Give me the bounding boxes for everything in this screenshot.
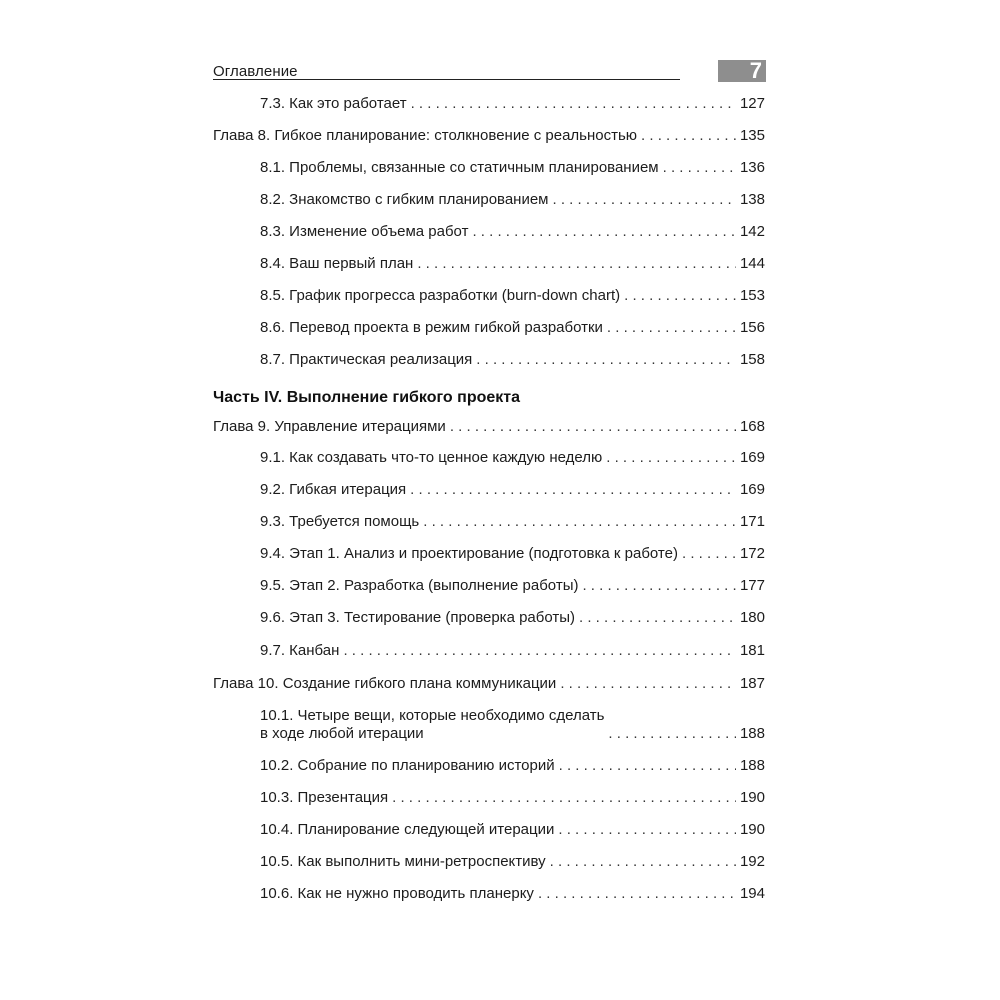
toc-entry[interactable]	[260, 255, 765, 273]
toc-entry-label-line2: в ходе любой итерации	[260, 725, 424, 742]
toc-entry-page: 188	[739, 757, 765, 774]
leader-dots	[472, 223, 736, 241]
toc-entry-page: 194	[739, 885, 765, 902]
toc-entry[interactable]	[260, 577, 765, 595]
toc-entry[interactable]	[260, 609, 765, 627]
toc-chapter-label: Глава 8. Гибкое планирование: столкновение с реальностью	[213, 127, 638, 144]
toc-entry-label: 10.3. Презентация	[260, 789, 389, 806]
toc-entry-label: 9.2. Гибкая итерация	[260, 481, 407, 498]
toc-entry-label: 9.6. Этап 3. Тестирование (проверка работы)	[260, 609, 576, 626]
toc-entry-page: 144	[739, 255, 765, 272]
toc-entry[interactable]	[260, 287, 765, 305]
toc-entry-label: 9.4. Этап 1. Анализ и проектирование (подготовка к работе)	[260, 545, 678, 562]
leader-dots	[550, 853, 736, 871]
toc-entry[interactable]	[260, 789, 765, 807]
toc-entry[interactable]	[260, 513, 765, 531]
leader-dots	[582, 577, 736, 595]
toc-entry-page: 181	[739, 642, 765, 659]
toc-entry-page: 136	[739, 159, 765, 176]
leader-dots	[682, 545, 736, 563]
toc-entry-page: 142	[739, 223, 765, 240]
toc-entry-label-line1: 10.1. Четыре вещи, которые необходимо сделать	[260, 707, 605, 724]
header-title: Оглавление	[213, 63, 298, 80]
toc-entry[interactable]	[260, 191, 765, 209]
leader-dots	[560, 675, 736, 693]
toc-chapter-label: Глава 9. Управление итерациями	[213, 418, 446, 435]
toc-entry-label-block	[260, 707, 604, 743]
leader-dots	[608, 725, 736, 743]
toc-entry[interactable]	[260, 821, 765, 839]
toc-entry-label: 8.1. Проблемы, связанные со статичным планированием	[260, 159, 659, 176]
toc-entry-label: 8.7. Практическая реализация	[260, 351, 473, 368]
toc-entry[interactable]	[260, 95, 765, 113]
toc-entry[interactable]	[260, 853, 765, 871]
leader-dots	[410, 481, 736, 499]
leader-dots	[579, 609, 736, 627]
toc-chapter-page: 135	[739, 127, 765, 144]
toc-entry-label: 8.3. Изменение объема работ	[260, 223, 469, 240]
toc-entry[interactable]	[260, 223, 765, 241]
toc-entry-page: 190	[739, 789, 765, 806]
toc-entry-label: 8.2. Знакомство с гибким планированием	[260, 191, 549, 208]
toc-chapter-label: Глава 10. Создание гибкого плана коммуникации	[213, 675, 557, 692]
toc-entry-page: 192	[739, 853, 765, 870]
toc-entry-label: 8.5. График прогресса разработки (burn-down chart)	[260, 287, 621, 304]
toc-chapter[interactable]	[213, 418, 765, 436]
toc-entry-label: 9.3. Требуется помощь	[260, 513, 420, 530]
leader-dots	[411, 95, 736, 113]
leader-dots	[606, 449, 736, 467]
page-number-badge: 7	[718, 60, 766, 82]
leader-dots	[663, 159, 736, 177]
toc-entry-label: 10.4. Планирование следующей итерации	[260, 821, 555, 838]
toc-entry[interactable]	[260, 642, 765, 660]
toc-chapter-page: 187	[739, 675, 765, 692]
toc-entry-label: 10.6. Как не нужно проводить планерку	[260, 885, 534, 902]
part-heading[interactable]: Часть IV. Выполнение гибкого проекта	[213, 389, 520, 406]
leader-dots	[559, 757, 736, 775]
toc-entry-page: 169	[739, 481, 765, 498]
toc-entry-page: 127	[739, 95, 765, 112]
toc-entry[interactable]	[260, 351, 765, 369]
toc-entry[interactable]	[260, 545, 765, 563]
toc-entry-page: 158	[739, 351, 765, 368]
toc-entry-page: 172	[739, 545, 765, 562]
toc-entry-label: 10.5. Как выполнить мини-ретроспективу	[260, 853, 546, 870]
leader-dots	[343, 642, 736, 660]
leader-dots	[538, 885, 736, 903]
toc-entry-page: 153	[739, 287, 765, 304]
toc-entry-page: 188	[739, 725, 765, 742]
toc-entry[interactable]	[260, 481, 765, 499]
leader-dots	[607, 319, 736, 337]
toc-entry-page: 171	[739, 513, 765, 530]
toc-chapter[interactable]	[213, 675, 765, 693]
toc-entry-page: 190	[739, 821, 765, 838]
leader-dots	[476, 351, 736, 369]
leader-dots	[553, 191, 736, 209]
toc-entry-label: 9.7. Канбан	[260, 642, 340, 659]
leader-dots	[392, 789, 736, 807]
toc-entry-label: 10.2. Собрание по планированию историй	[260, 757, 555, 774]
toc-entry-label: 8.4. Ваш первый план	[260, 255, 414, 272]
toc-entry[interactable]	[260, 319, 765, 337]
toc-entry-label: 9.5. Этап 2. Разработка (выполнение работы)	[260, 577, 579, 594]
toc-entry[interactable]	[260, 707, 765, 743]
toc-entry[interactable]	[260, 885, 765, 903]
leader-dots	[641, 127, 736, 145]
toc-entry-page: 177	[739, 577, 765, 594]
toc-entry[interactable]	[260, 757, 765, 775]
toc-entry-page: 180	[739, 609, 765, 626]
toc-entry-page: 156	[739, 319, 765, 336]
leader-dots	[624, 287, 736, 305]
toc-entry-label: 8.6. Перевод проекта в режим гибкой разработки	[260, 319, 603, 336]
leader-dots	[450, 418, 736, 436]
toc-entry-label: 9.1. Как создавать что-то ценное каждую неделю	[260, 449, 603, 466]
toc-entry[interactable]	[260, 449, 765, 467]
toc-entry-page: 138	[739, 191, 765, 208]
toc-chapter[interactable]	[213, 127, 765, 145]
toc-entry-label: 7.3. Как это работает	[260, 95, 407, 112]
toc-entry[interactable]	[260, 159, 765, 177]
toc-entry-page: 169	[739, 449, 765, 466]
leader-dots	[423, 513, 736, 531]
leader-dots	[558, 821, 736, 839]
leader-dots	[417, 255, 736, 273]
toc-chapter-page: 168	[739, 418, 765, 435]
